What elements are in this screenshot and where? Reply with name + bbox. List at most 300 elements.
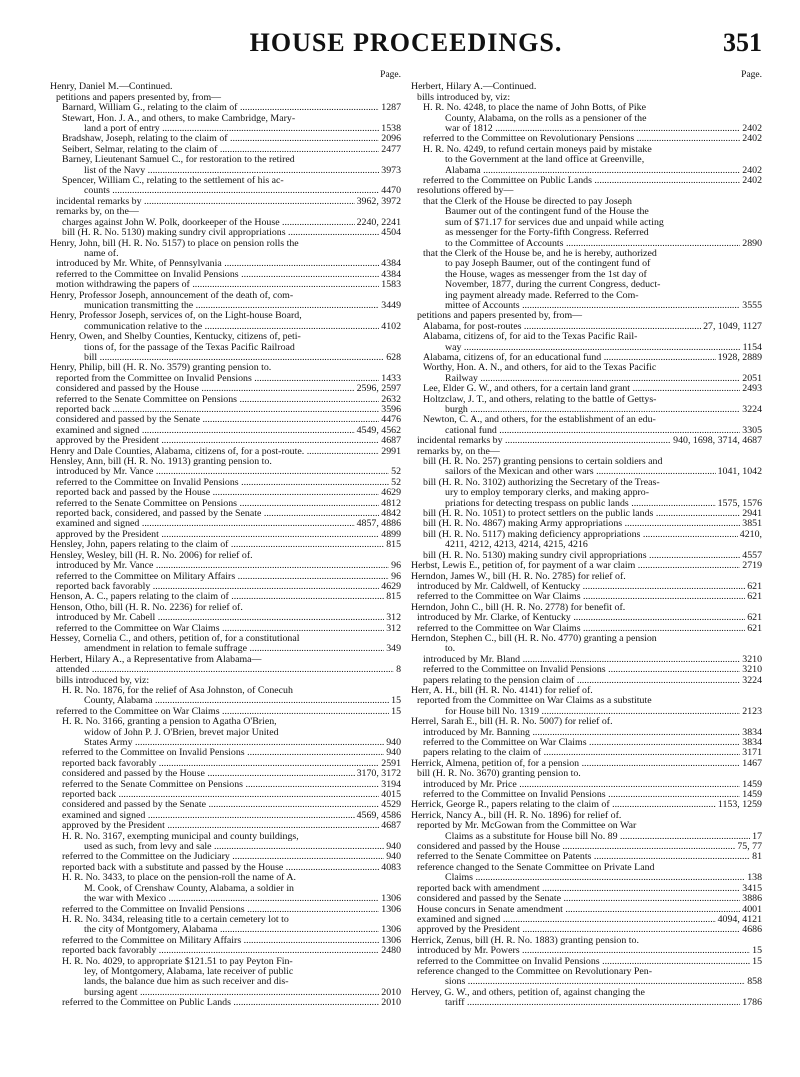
entry-page-ref: 1459 [742, 789, 762, 801]
entry-text: referred to the Committee on Invalid Pensions ..... [56, 478, 389, 488]
index-columns [50, 70, 762, 1009]
entry-text: reported back favorably ..... [62, 946, 379, 956]
entry-text: introduced by Mr. Vance ..... [56, 561, 389, 571]
entry-text: bill (H. R. No. 3102) authorizing the Secretary of the Treas- [423, 477, 660, 488]
index-entry [50, 561, 401, 571]
index-entry [411, 436, 762, 446]
entry-page-ref: 4384 [381, 268, 401, 280]
entry-page-ref: 3415 [742, 882, 762, 894]
index-entry [411, 228, 762, 238]
entry-text: Barney, Lieutenant Samuel C., for restoration to the retired [62, 155, 295, 166]
entry-text: Hensley, Ann, bill (H. R. No. 1913) granting pension to. [50, 457, 272, 468]
entry-text: Henson, Otho, bill (H. R. No. 2236) for relief of. [50, 602, 243, 613]
entry-page-ref: 15 [752, 945, 762, 957]
entry-text: reported back with amendment ..... [417, 884, 740, 894]
index-entry [50, 592, 401, 602]
index-entry [50, 343, 401, 353]
index-entry [50, 748, 401, 758]
index-entry [411, 634, 762, 644]
entry-text: bursing agent ..... [84, 988, 379, 998]
index-lines [411, 82, 762, 1008]
entry-page-ref: 3210 [742, 653, 762, 665]
index-entry [50, 686, 401, 696]
index-entry [50, 186, 401, 196]
entry-page-ref: 27, 1049, 1127 [703, 320, 762, 332]
entry-page-ref: 858 [747, 976, 762, 988]
entry-text: referred to the Committee on Invalid Pensions ..... [423, 790, 740, 800]
index-entry [50, 499, 401, 509]
entry-text: reference changed to the Senate Committee on Private Land [417, 862, 655, 873]
entry-page-ref: 4102 [381, 320, 401, 332]
entry-text: Herrick, Zenus, bill (H. R. No. 1883) granting pension to. [411, 935, 639, 946]
entry-page-ref: 4687 [381, 435, 401, 447]
index-entry [411, 717, 762, 727]
index-entry [411, 166, 762, 176]
entry-text: Henry, Philip, bill (H. R. No. 3579) granting pension to. [50, 363, 272, 374]
entry-text: ing payment already made. Referred to the Com- [445, 290, 639, 301]
entry-text: bill (H. R. No. 5117) making deficiency appropriations ..... [423, 530, 738, 540]
entry-text: sum of $71.17 for services due and unpaid while acting [445, 217, 664, 228]
entry-text: sailors of the Mexican and other wars ..... [445, 467, 716, 477]
entry-text: Herrel, Sarah E., bill (H. R. No. 5007) for relief of. [411, 717, 613, 728]
entry-page-ref: 2402 [742, 123, 762, 135]
entry-text: considered and passed by the Senate ..... [62, 800, 379, 810]
entry-page-ref: 4899 [381, 528, 401, 540]
index-entry [50, 572, 401, 582]
index-entry [411, 613, 762, 623]
entry-text: approved by the President ..... [56, 436, 379, 446]
entry-text: counts ..... [84, 186, 379, 196]
entry-page-ref: 4549, 4562 [356, 424, 401, 436]
entry-page-ref: 3449 [381, 299, 401, 311]
index-entry [411, 186, 762, 196]
entry-text: introduced by Mr. Bland ..... [423, 655, 740, 665]
entry-page-ref: 1306 [381, 924, 401, 936]
entry-page-ref: 75, 77 [737, 841, 762, 853]
index-entry [50, 696, 401, 706]
entry-page-ref: 4629 [381, 487, 401, 499]
index-entry [50, 905, 401, 915]
entry-text: reported back and passed by the House ..... [56, 488, 379, 498]
entry-page-ref: 349 [386, 643, 401, 655]
entry-text: widow of John P. J. O'Brien, brevet major United [84, 727, 279, 738]
index-entry [411, 707, 762, 717]
entry-text: burgh ..... [445, 405, 740, 415]
entry-text: Worthy, Hon. A. N., and others, for aid to the Texas Pacific [423, 363, 657, 374]
index-entry [50, 280, 401, 290]
entry-text: to the Committee of Accounts ..... [445, 239, 740, 249]
entry-text: approved by the President ..... [56, 530, 379, 540]
index-entry [411, 259, 762, 269]
index-entry [50, 582, 401, 592]
index-entry [50, 374, 401, 384]
entry-page-ref: 4629 [381, 580, 401, 592]
index-entry [411, 145, 762, 155]
index-entry [50, 301, 401, 311]
entry-text: introduced by Mr. Vance ..... [56, 467, 389, 477]
running-title: HOUSE PROCEEDINGS. [249, 28, 563, 57]
index-entry [50, 134, 401, 144]
entry-text: referred to the Committee on Invalid Pensions ..... [56, 270, 379, 280]
index-entry [411, 249, 762, 259]
index-entry [411, 582, 762, 592]
index-entry [411, 842, 762, 852]
index-entry [411, 280, 762, 290]
entry-page-ref: 3973 [381, 164, 401, 176]
entry-text: referred to the Committee on the Judiciary ..... [62, 852, 384, 862]
index-entry [411, 561, 762, 571]
entry-page-ref: 3834 [742, 726, 762, 738]
index-entry [50, 717, 401, 727]
entry-text: M. Cook, of Crenshaw County, Alabama, a soldier in [84, 883, 294, 894]
index-entry [411, 905, 762, 915]
entry-text: bill (H. R. No. 257) granting pensions to certain soldiers and [423, 457, 663, 468]
index-entry [411, 769, 762, 779]
index-entry [50, 93, 401, 103]
entry-text: H. R. No. 4248, to place the name of John Botts, of Pike [423, 103, 646, 114]
entry-text: H. R. No. 4249, to refund certain moneys paid by mistake [423, 144, 652, 155]
entry-page-ref: 4504 [381, 227, 401, 239]
index-entry [411, 790, 762, 800]
entry-text: munication transmitting the ..... [84, 301, 379, 311]
entry-page-ref: 1306 [381, 903, 401, 915]
entry-text: H. R. No. 3167, exempting municipal and county buildings, [62, 831, 299, 842]
entry-page-ref: 2493 [742, 383, 762, 395]
index-entry [411, 665, 762, 675]
entry-page-ref: 3596 [381, 404, 401, 415]
entry-text: considered and passed by the House ..... [56, 384, 355, 394]
entry-text: list of the Navy ..... [84, 166, 379, 176]
index-entry [411, 395, 762, 405]
entry-page-ref: 1928, 2889 [717, 351, 762, 363]
entry-text: land a port of entry ..... [84, 124, 379, 134]
entry-text: mittee of Accounts ..... [445, 301, 740, 311]
entry-text: County, Alabama, on the rolls as a pensioner of the [445, 113, 647, 124]
index-entry [411, 884, 762, 894]
index-entry [50, 759, 401, 769]
index-entry [411, 852, 762, 862]
index-entry [50, 124, 401, 134]
entry-page-ref: 2596, 2597 [356, 383, 401, 395]
entry-page-ref: 815 [386, 539, 401, 551]
entry-page-ref: 2477 [381, 143, 401, 155]
entry-text: Bradshaw, Joseph, relating to the claim of ..... [62, 134, 379, 144]
entry-page-ref: 3224 [742, 674, 762, 686]
entry-text: 4211, 4212, 4213, 4214, 4215, 4216 [445, 540, 588, 551]
index-entry [411, 478, 762, 488]
entry-text: Alabama ..... [445, 166, 740, 176]
index-entry [411, 93, 762, 103]
entry-text: introduced by Mr. White, of Pennsylvania ..... [56, 259, 379, 269]
entry-page-ref: 4384 [381, 258, 401, 270]
entry-page-ref: 52 [391, 466, 401, 478]
index-entry [50, 488, 401, 498]
entry-page-ref: 1459 [742, 778, 762, 790]
entry-text: that the Clerk of the House be, and he is hereby, authorized [423, 248, 657, 259]
entry-text: lands, the balance due him as such receiver and dis- [84, 977, 289, 988]
entry-text: the city of Montgomery, Alabama ..... [84, 925, 379, 935]
entry-text: petitions and papers presented by, from— [56, 92, 221, 103]
index-entry [411, 114, 762, 124]
entry-text: referred to the Committee on Invalid Pensions ..... [62, 748, 384, 758]
index-entry [411, 821, 762, 831]
entry-page-ref: 940 [386, 851, 401, 863]
entry-text: referred to the Committee on Public Lands ..... [423, 176, 740, 186]
entry-page-ref: 1306 [381, 934, 401, 946]
entry-text: H. R. No. 3434, releasing title to a certain cemetery lot to [62, 914, 289, 925]
index-entry [411, 592, 762, 602]
index-entry [50, 259, 401, 269]
index-entry [50, 228, 401, 238]
index-entry [411, 374, 762, 384]
index-entry [411, 499, 762, 509]
page-column-label: Page. [741, 70, 762, 80]
entry-text: Henry, Professor Joseph, services of, on the Light-house Board, [50, 311, 302, 322]
entry-page-ref: 2890 [742, 237, 762, 249]
entry-text: tariff ..... [445, 998, 740, 1008]
entry-page-ref: 4529 [381, 799, 401, 811]
entry-text: referred to the Senate Committee on Pensions ..... [56, 499, 379, 509]
entry-text: H. R. No. 3166, granting a pension to Agatha O'Brien, [62, 717, 277, 728]
entry-page-ref: 2010 [381, 986, 401, 998]
index-entry [411, 894, 762, 904]
index-entry [50, 644, 401, 654]
entry-text: the House, wages as messenger from the 1st day of [445, 269, 647, 280]
entry-page-ref: 3962, 3972 [356, 195, 401, 207]
index-entry [411, 405, 762, 415]
entry-page-ref: 15 [752, 955, 762, 967]
entry-page-ref: 4476 [381, 414, 401, 426]
entry-page-ref: 4687 [381, 820, 401, 832]
entry-text: bills introduced by, viz: [417, 92, 511, 103]
entry-text: Hervey, G. W., and others, petition of, against changing the [411, 987, 645, 998]
entry-page-ref: 940 [386, 841, 401, 853]
entry-text: Alabama, for post-routes ..... [423, 322, 701, 332]
index-entry [411, 811, 762, 821]
entry-text: H. R. No. 1876, for the relief of Asa Johnston, of Conecuh [62, 685, 293, 696]
entry-page-ref: 4812 [381, 497, 401, 509]
page-column-label: Page. [380, 70, 401, 80]
index-entry [411, 957, 762, 967]
entry-page-ref: 2591 [381, 757, 401, 769]
entry-text: reported back favorably ..... [62, 759, 379, 769]
index-entry [50, 166, 401, 176]
index-entry [50, 530, 401, 540]
index-entry [50, 852, 401, 862]
index-entry [411, 270, 762, 280]
entry-page-ref: 52 [391, 476, 401, 488]
entry-text: Herbst, Lewis E., petition of, for payment of a war claim ..... [411, 561, 740, 571]
index-entry [411, 197, 762, 207]
entry-text: bill (H. R. No. 1051) to protect settlers on the public lands ..... [423, 509, 740, 519]
entry-text: Hensley, Wesley, bill (H. R. No. 2006) for relief of. [50, 550, 253, 561]
entry-text: H. R. No. 3433, to place on the pension-roll the name of A. [62, 873, 296, 884]
index-entry [411, 967, 762, 977]
index-entry [50, 249, 401, 259]
entry-page-ref: 96 [391, 560, 401, 572]
entry-text: Herbert, Hilary A., a Representative from Alabama— [50, 654, 262, 665]
index-entry [50, 988, 401, 998]
entry-page-ref: 1287 [381, 102, 401, 114]
index-entry [411, 82, 762, 92]
index-entry [411, 467, 762, 477]
entry-text: Alabama, citizens of, for aid to the Texas Pacific Rail- [423, 332, 638, 343]
entry-page-ref: 15 [391, 695, 401, 707]
index-entry [50, 957, 401, 967]
entry-text: communication relative to the ..... [84, 322, 379, 332]
index-entry [50, 207, 401, 217]
index-entry [50, 239, 401, 249]
entry-text: referred to the Committee on Revolutionary Pensions ..... [423, 134, 740, 144]
index-entry [50, 270, 401, 280]
entry-page-ref: 312 [386, 612, 401, 624]
index-entry [411, 134, 762, 144]
index-entry [50, 551, 401, 561]
entry-text: introduced by Mr. Banning ..... [423, 728, 740, 738]
index-entry [50, 821, 401, 831]
index-entry [50, 998, 401, 1008]
entry-text: approved by the President ..... [62, 821, 379, 831]
entry-page-ref: 2991 [381, 445, 401, 457]
entry-text: attended ..... [56, 665, 394, 675]
index-entry [411, 832, 762, 842]
entry-text: referred to the Committee on War Claims ..... [56, 624, 384, 634]
entry-text: Henry and Dale Counties, Alabama, citizens of, for a post-route. ..... [50, 447, 379, 457]
entry-text: referred to the Senate Committee on Patents ..... [417, 852, 750, 862]
entry-text: to. [445, 644, 456, 655]
index-entry [411, 540, 762, 550]
index-entry [411, 977, 762, 987]
entry-page-ref: 1041, 1042 [717, 466, 762, 478]
entry-page-ref: 1154 [742, 341, 762, 353]
entry-text: Herr, A. H., bill (H. R. No. 4141) for relief of. [411, 685, 593, 696]
entry-text: referred to the Committee on Invalid Pensions ..... [423, 665, 740, 675]
index-entry [50, 478, 401, 488]
entry-text: referred to the Committee on Public Lands ..... [62, 998, 379, 1008]
index-entry [50, 103, 401, 113]
index-entry [411, 291, 762, 301]
entry-page-ref: 3170, 3172 [356, 768, 401, 780]
entry-text: considered and passed by the House ..... [417, 842, 735, 852]
index-entry [411, 301, 762, 311]
index-entry [50, 322, 401, 332]
entry-text: Hessey, Cornelia C., and others, petition of, for a constitutional [50, 633, 300, 644]
entry-page-ref: 621 [747, 622, 762, 634]
entry-page-ref: 1786 [742, 997, 762, 1009]
index-entry [411, 603, 762, 613]
entry-page-ref: 2051 [742, 372, 762, 384]
index-entry [411, 509, 762, 519]
entry-text: to pay Joseph Baumer, out of the contingent fund of [445, 259, 651, 270]
entry-page-ref: 3305 [742, 424, 762, 436]
index-entry [50, 311, 401, 321]
entry-text: reported by Mr. McGowan from the Committee on War [417, 821, 637, 832]
entry-text: County, Alabama ..... [84, 696, 389, 706]
entry-page-ref: 2632 [381, 393, 401, 405]
index-entry [411, 644, 762, 654]
entry-text: petitions and papers presented by, from— [417, 311, 582, 322]
index-entry [411, 624, 762, 634]
entry-text: introduced by Mr. Clarke, of Kentucky ..... [417, 613, 745, 623]
entry-text: Lee, Elder G. W., and others, for a certain land grant ..... [423, 384, 740, 394]
entry-page-ref: 312 [386, 622, 401, 634]
entry-text: bills introduced by, viz: [56, 675, 150, 686]
entry-page-ref: 4842 [381, 508, 401, 520]
index-entry [50, 145, 401, 155]
index-entry [50, 218, 401, 228]
entry-text: considered and passed by the Senate ..... [56, 415, 379, 425]
entry-text: as messenger for the Forty-fifth Congress. Referred [445, 228, 649, 239]
entry-page-ref: 4569, 4586 [356, 809, 401, 821]
index-entry [411, 863, 762, 873]
entry-text: considered and passed by the House ..... [62, 769, 355, 779]
entry-text: referred to the Committee on Military Affairs ..... [62, 936, 379, 946]
entry-text: resolutions offered by— [417, 186, 514, 197]
entry-text: way ..... [445, 343, 741, 353]
entry-text: referred to the Committee on War Claims ..... [417, 592, 745, 602]
entry-text: introduced by Mr. Cabell ..... [56, 613, 384, 623]
entry-page-ref: 1306 [381, 893, 401, 905]
entry-text: House concurs in Senate amendment ..... [417, 905, 740, 915]
index-entry [50, 832, 401, 842]
entry-page-ref: 2096 [381, 133, 401, 145]
index-entry [411, 686, 762, 696]
index-entry [50, 936, 401, 946]
entry-text: cational fund ..... [445, 426, 740, 436]
index-entry [411, 103, 762, 113]
entry-text: bill (H. R. No. 5130) making sundry civil appropriations ..... [62, 228, 379, 238]
entry-text: Railway ..... [445, 374, 740, 384]
index-entry [411, 384, 762, 394]
index-entry [411, 915, 762, 925]
index-entry [411, 239, 762, 249]
index-entry [50, 707, 401, 717]
entry-page-ref: 1575, 1576 [717, 497, 762, 509]
entry-page-ref: 1153, 1259 [717, 799, 762, 811]
entry-page-ref: 138 [747, 872, 762, 884]
index-entry [50, 946, 401, 956]
index-entry [411, 155, 762, 165]
entry-text: Herndon, John C., bill (H. R. No. 2778) for benefit of. [411, 602, 626, 613]
entry-text: to the Government at the land office at Greenville, [445, 155, 645, 166]
entry-page-ref: 1433 [381, 372, 401, 384]
entry-text: referred to the Committee on War Claims ..... [56, 707, 389, 717]
entry-text: introduced by Mr. Powers ..... [417, 946, 750, 956]
index-entry [50, 467, 401, 477]
index-entry [50, 863, 401, 873]
index-entry [411, 322, 762, 332]
page-number: 351 [723, 28, 762, 57]
entry-text: Herbert, Hilary A.—Continued. [411, 82, 537, 93]
index-entry [50, 655, 401, 665]
index-entry [50, 894, 401, 904]
entry-page-ref: 940, 1698, 3714, 4687 [673, 435, 762, 447]
index-entry [411, 988, 762, 998]
index-entry [50, 665, 401, 675]
index-entry [50, 676, 401, 686]
index-entry [50, 457, 401, 467]
entry-text: that the Clerk of the House be directed to pay Joseph [423, 196, 632, 207]
index-entry [50, 415, 401, 425]
index-entry [411, 748, 762, 758]
index-entry [50, 291, 401, 301]
index-entry [411, 936, 762, 946]
entry-page-ref: 1538 [381, 123, 401, 135]
index-entry [411, 873, 762, 883]
entry-text: Herndon, James W., bill (H. R. No. 2785) for relief of. [411, 571, 626, 582]
entry-text: Hensley, John, papers relating to the claim of ..... [50, 540, 384, 550]
index-entry [50, 842, 401, 852]
